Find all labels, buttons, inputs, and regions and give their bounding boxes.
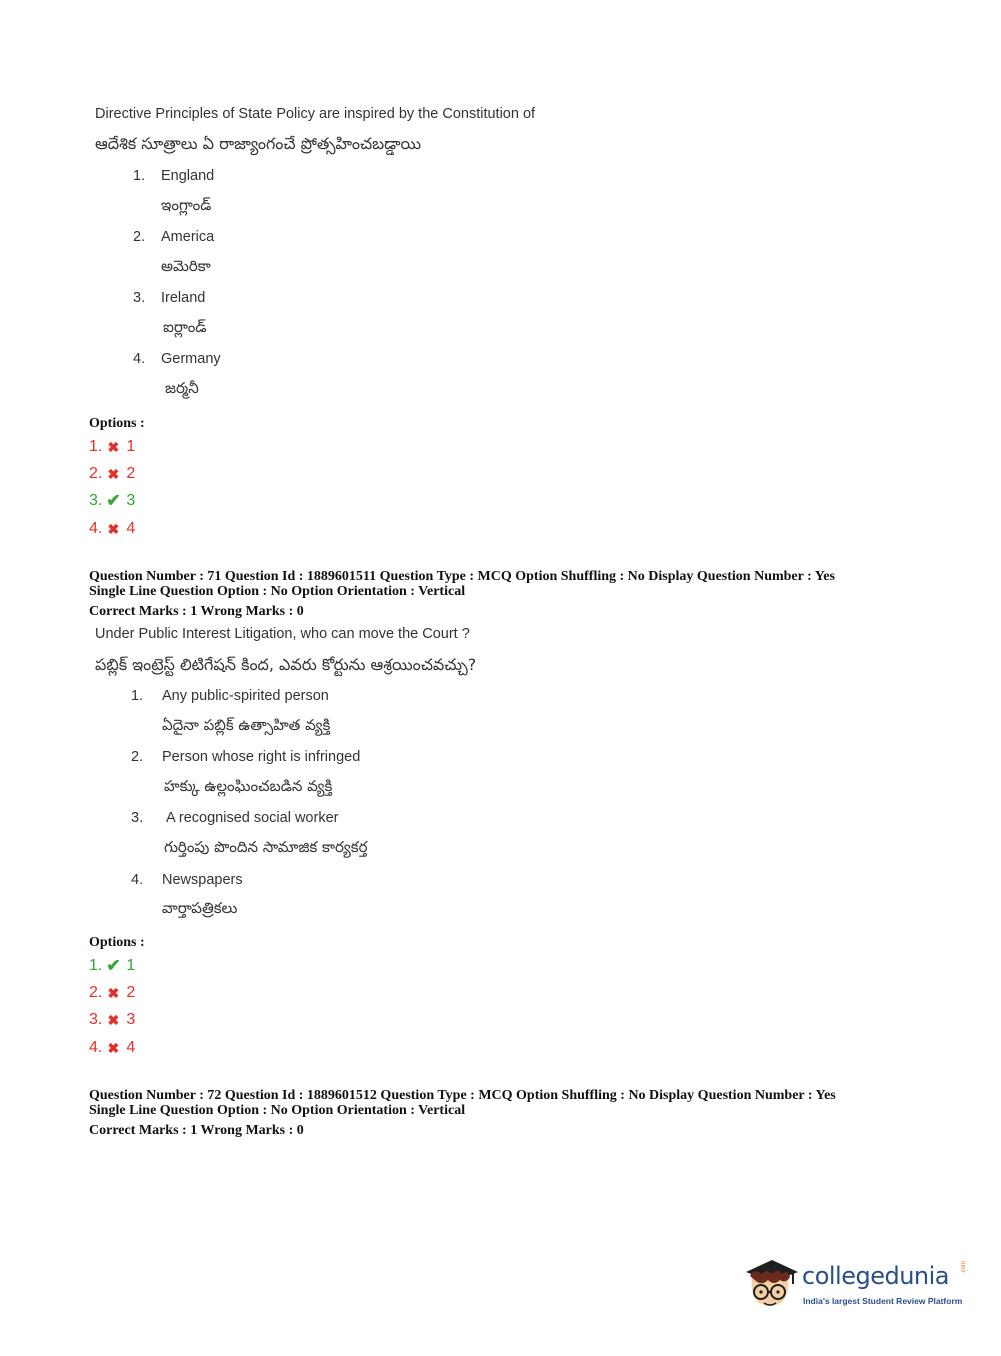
option-row: 4. ✖ 4 [89,1039,136,1056]
answer-4: 4. Newspapers [131,872,243,888]
option-row: 3. ✖ 3 [89,1011,136,1028]
collegedunia-logo[interactable] [742,1250,972,1320]
answer-1-te: ఇంగ్లాండ్ [161,196,212,214]
answer-2-te: హక్కు ఉల్లంఘించబడిన వ్యక్తి [164,777,333,795]
cross-icon: ✖ [107,985,120,1001]
answer-4: 4. Germany [133,351,221,367]
cross-icon: ✖ [107,521,120,537]
question-72-meta-2: Single Line Question Option : No Option Orientation : Vertical [89,1103,466,1118]
answer-1: 1. Any public-spirited person [131,688,329,704]
question-70-text-te: ఆదేశిక సూత్రాలు ఏ రాజ్యాంగంచే ప్రోత్సహించబడ్డాయి [95,134,422,153]
check-icon: ✔ [106,491,121,510]
logo-tagline: India's largest Student Review Platform [803,1296,963,1306]
answer-2: 2. Person whose right is infringed [131,749,361,765]
answer-3: 3. A recognised social worker [131,810,339,826]
options-title: Options : [89,416,145,431]
option-row: 1. ✖ 1 [89,438,136,455]
answer-3: 3. Ireland [133,290,206,306]
options-title: Options : [89,935,145,950]
answer-4-te: జర్మనీ [165,379,199,397]
check-icon: ✔ [106,956,121,975]
answer-3-te: ఐర్లాండ్ [163,318,207,336]
cross-icon: ✖ [107,1040,120,1056]
answer-3-te: గుర్తింపు పొందిన సామాజిక కార్యకర్త [164,838,368,856]
option-row: 2. ✖ 2 [89,984,136,1001]
question-71-text-te: పబ్లిక్ ఇంట్రెస్ట్ లిటిగేషన్ కింద, ఎవరు కోర్టును ఆశ్రయించవచ్చు? [95,655,477,674]
question-70-text-en: Directive Principles of State Policy are inspired by the Constitution of [95,106,536,122]
answer-2-te: అమెరికా [161,257,211,275]
cross-icon: ✖ [107,439,120,455]
option-row: 2. ✖ 2 [89,465,136,482]
logo-wordmark: collegedunia [802,1262,950,1290]
answer-1: 1. England [133,168,215,184]
question-72-marks: Correct Marks : 1 Wrong Marks : 0 [89,1123,304,1138]
question-71-text-en: Under Public Interest Litigation, who can move the Court ? [95,626,470,642]
option-row: 4. ✖ 4 [89,520,136,537]
cross-icon: ✖ [107,1012,120,1028]
option-row: 1. ✔ 1 [89,956,136,975]
answer-1-te: ఏదైనా పబ్లిక్ ఉత్సాహిత వ్యక్తి [162,716,331,734]
mascot-icon [742,1250,800,1318]
answer-2: 2. America [133,229,215,245]
question-72-meta: Question Number : 72 Question Id : 1889601512 Question Type : MCQ Option Shuffling : No Display Question Number : Yes [89,1088,836,1103]
question-71-meta-2: Single Line Question Option : No Option Orientation : Vertical [89,584,466,599]
logo-dotcom: .com [961,1260,967,1274]
question-71-meta: Question Number : 71 Question Id : 1889601511 Question Type : MCQ Option Shuffling : No Display Question Number : Yes [89,569,835,584]
cross-icon: ✖ [107,466,120,482]
answer-4-te: వార్తాపత్రికలు [162,899,238,917]
question-71-marks: Correct Marks : 1 Wrong Marks : 0 [89,604,304,619]
option-row: 3. ✔ 3 [89,491,136,510]
